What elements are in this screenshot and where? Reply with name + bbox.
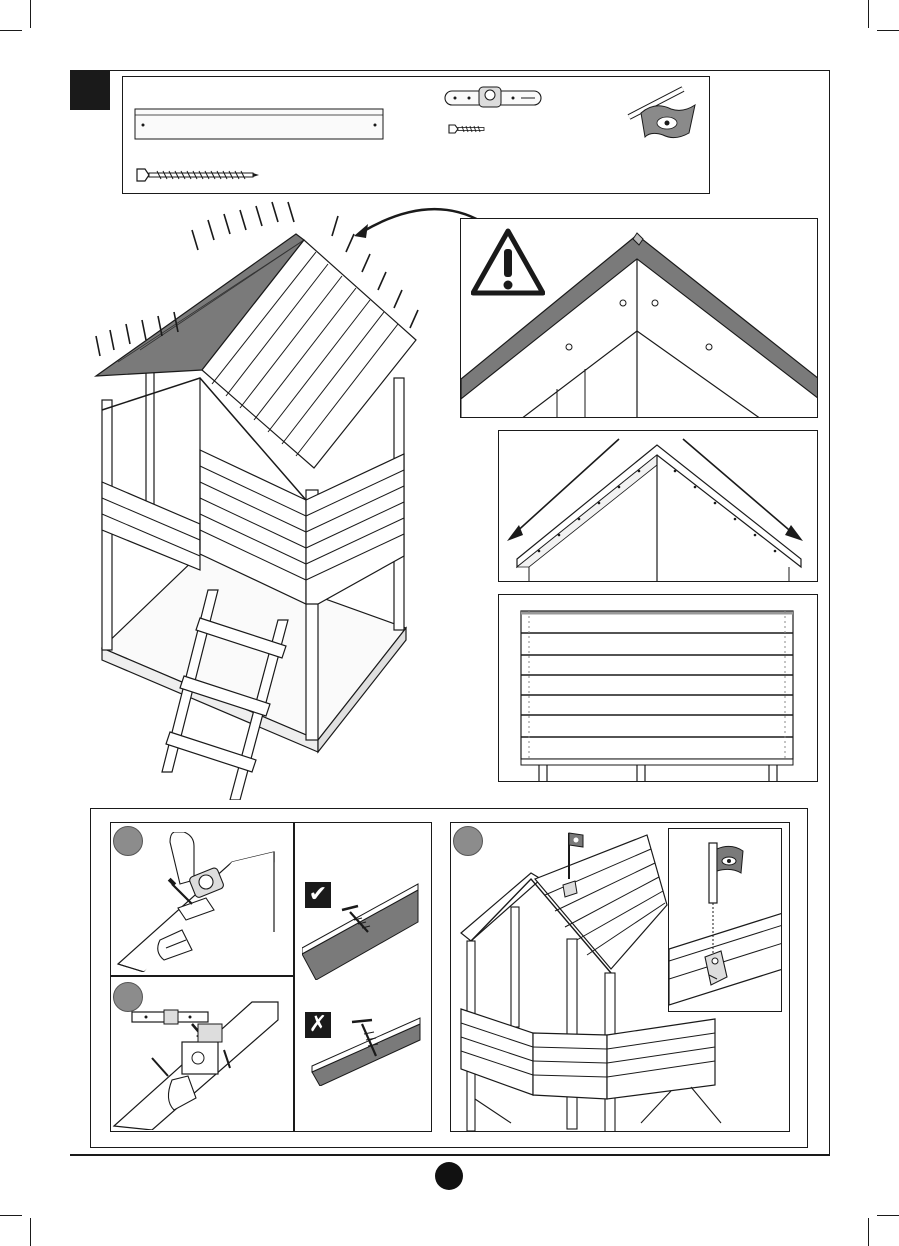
level-check-drawing	[112, 980, 290, 1130]
step-divider	[111, 975, 293, 977]
cross-mark: ✗	[308, 1012, 328, 1037]
correct-angle-drawing	[302, 870, 426, 980]
side-wall-right	[306, 454, 404, 604]
crop-mark	[877, 30, 899, 31]
crop-mark	[30, 0, 31, 28]
small-screw-part	[449, 125, 484, 133]
warning-icon	[471, 227, 545, 297]
crop-mark	[0, 1215, 22, 1216]
page-number-badge	[435, 1162, 463, 1190]
flag-bracket-part	[445, 87, 541, 107]
crop-mark	[868, 0, 869, 28]
flag-zoom-drawing	[669, 829, 782, 1012]
wrong-angle-drawing	[302, 996, 426, 1086]
long-screw-part	[137, 169, 259, 181]
parts-list	[122, 76, 710, 194]
crop-mark	[868, 1218, 869, 1246]
crop-mark	[30, 1218, 31, 1246]
alignment-drawing	[499, 431, 818, 582]
step-circle-3	[453, 826, 483, 856]
bracket-mount-drawing	[114, 832, 292, 972]
crop-mark	[0, 30, 22, 31]
boards-drawing	[499, 595, 818, 782]
main-assembly-drawing	[88, 200, 448, 800]
flag-part	[629, 89, 695, 138]
step-number-box	[70, 70, 110, 110]
detail-roof-alignment	[498, 430, 818, 582]
parts-drawing	[123, 77, 711, 195]
step-divider	[293, 823, 295, 1131]
flag-zoom-inset	[668, 828, 782, 1012]
roof-board-part	[135, 109, 383, 139]
roof-right	[202, 240, 416, 468]
detail-ridge-warning	[460, 218, 818, 418]
check-mark: ✔	[308, 882, 328, 907]
crop-mark	[877, 1215, 899, 1216]
detail-roof-boards	[498, 594, 818, 782]
